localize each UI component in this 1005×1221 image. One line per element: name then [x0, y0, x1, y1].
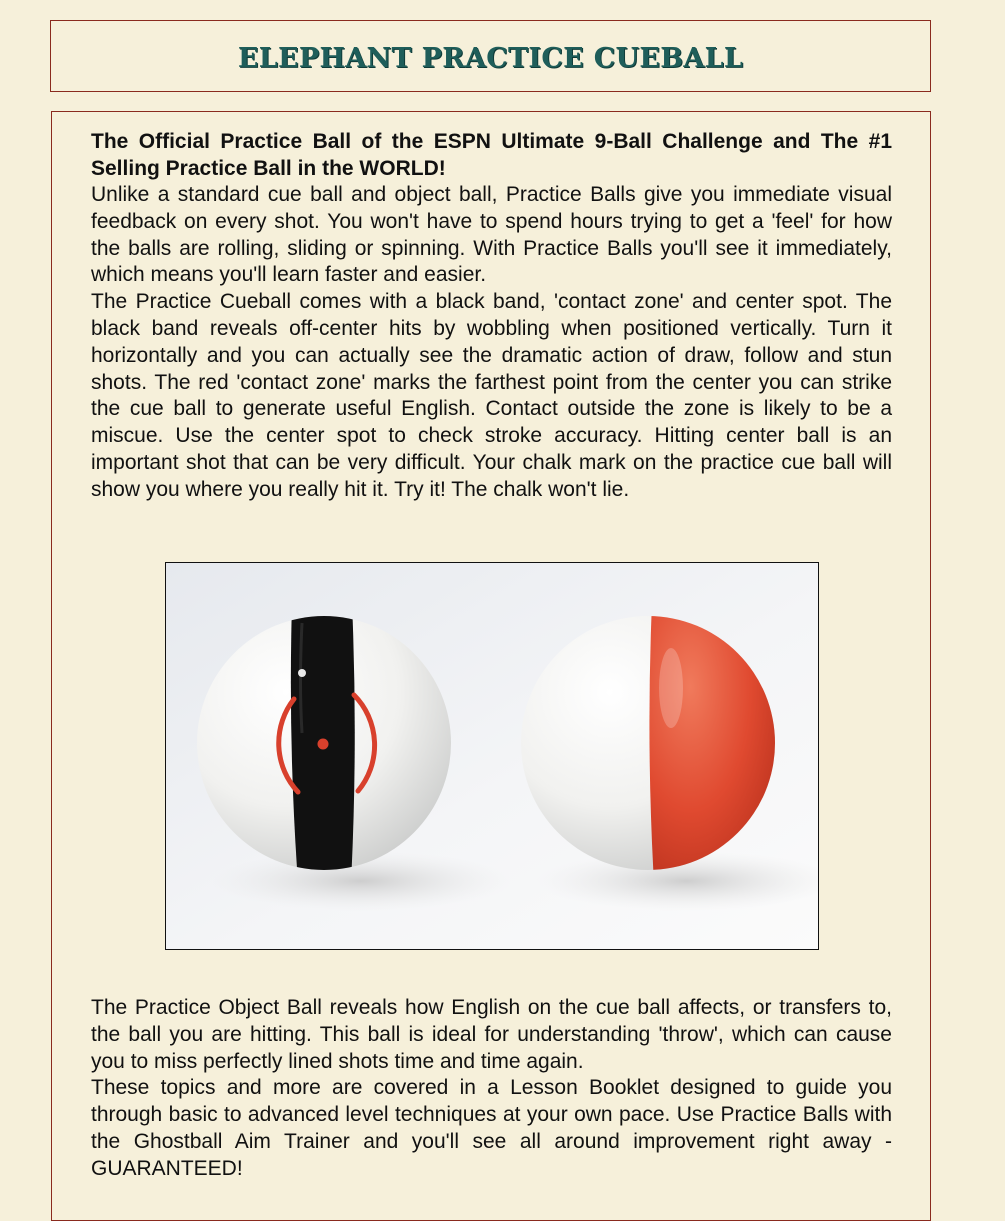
- outro-paragraph-2: These topics and more are covered in a Lesson Booklet designed to guide you through basic to advanced level techniques at your own pace. Use Practice Balls with the Ghostball Aim Trainer and you'll see all around improvement right away - GUARANTEED!: [91, 1076, 892, 1180]
- content-panel: [51, 111, 931, 1221]
- practice-balls-photo: [165, 562, 819, 950]
- intro-text: [91, 182, 892, 504]
- page-title: ELEPHANT PRACTICE CUEBALL: [237, 42, 744, 74]
- headline: The Official Practice Ball of the ESPN Ultimate 9-Ball Challenge and The #1 Selling Practice Ball in the WORLD!: [91, 130, 892, 180]
- intro-paragraph-1: Unlike a standard cue ball and object ball, Practice Balls give you immediate visual feedback on every shot. You won't have to spend hours trying to get a 'feel' for how the balls are rolling, sliding or spinning. With Practice Balls you'll see it immediately, which means you'll learn faster and easier.: [91, 183, 892, 287]
- outro-text: [91, 995, 892, 1183]
- title-banner: [50, 20, 931, 92]
- outro-paragraph-1: The Practice Object Ball reveals how English on the cue ball affects, or transfers to, the ball you are hitting. This ball is ideal for understanding 'throw', which can cause you to miss perfectly lined shots time and time again.: [91, 996, 892, 1073]
- intro-paragraph-2: The Practice Cueball comes with a black band, 'contact zone' and center spot. The black band reveals off-center hits by wobbling when positioned vertically. Turn it horizontally and you can actually see the dramatic action of draw, follow and stun shots. The red 'contact zone' marks the farthest point from the center you can strike the cue ball to generate useful English. Contact outside the zone is likely to be a miscue. Use the center spot to check stroke accuracy. Hitting center ball is an important shot that can be very difficult. Your chalk mark on the practice cue ball will show you where you really hit it. Try it! The chalk won't lie.: [91, 290, 892, 501]
- practice-balls-image: [166, 563, 818, 949]
